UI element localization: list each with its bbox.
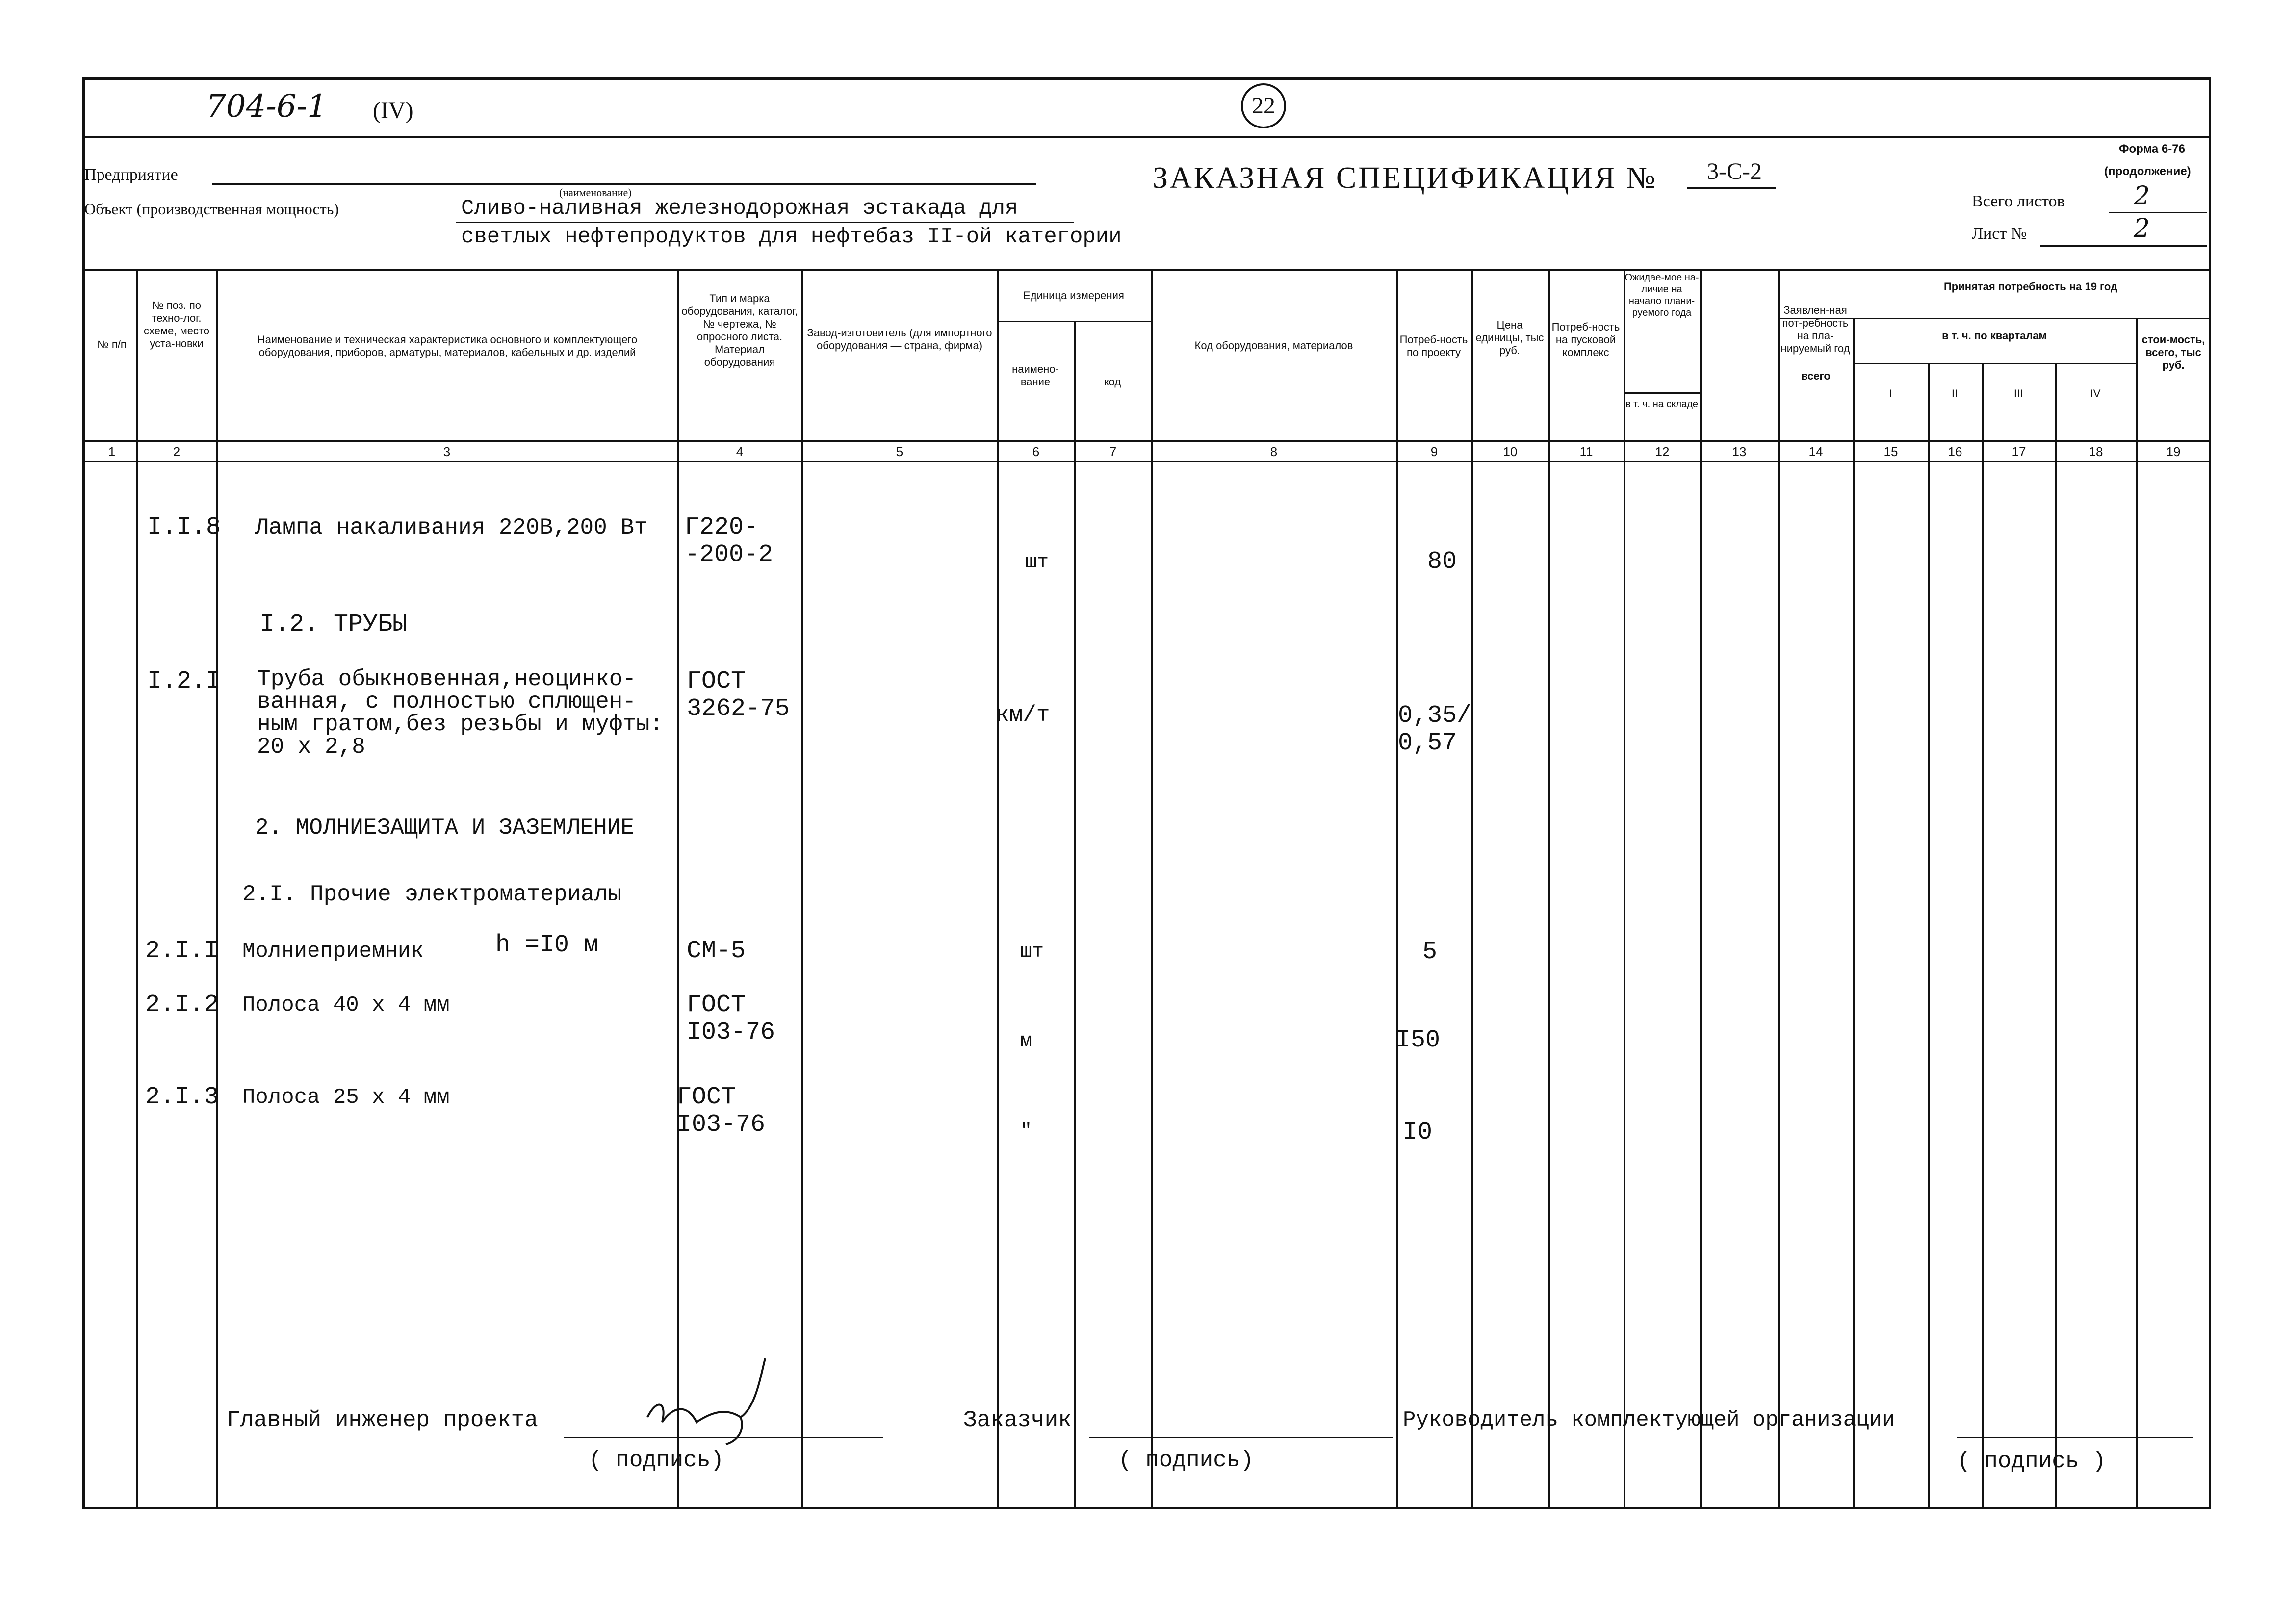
colnum-6: 6 <box>1032 444 1040 459</box>
chief-signature <box>638 1349 775 1447</box>
header-c5: Завод-изготовитель (для импортного оборудования — страна, фирма) <box>807 327 992 352</box>
row3-type: СМ-5 <box>687 937 746 965</box>
colnum-11: 11 <box>1579 444 1593 459</box>
colnum-13: 13 <box>1732 444 1747 459</box>
row2-qty: 0,35/ 0,57 <box>1398 702 1472 757</box>
header-c10: Цена единицы, тыс руб. <box>1475 319 1544 357</box>
header-c12: Ожидае-мое на-личие на начало плани-руемого года <box>1625 272 1699 318</box>
header-q1: I <box>1888 387 1892 400</box>
section-pipes: I.2. ТРУБЫ <box>260 611 408 638</box>
col-line-6 <box>1074 321 1076 1509</box>
col-line-16 <box>1982 363 1984 1509</box>
colnum-10: 10 <box>1503 444 1518 459</box>
header-c3: Наименование и техническая характеристика основного и комплектующего оборудования, приборов, арматуры, материалов, кабельных и др. изделий <box>257 333 638 358</box>
header-c1: № п/п <box>97 338 127 351</box>
section-lightning: 2. МОЛНИЕЗАЩИТА И ЗАЗЕМЛЕНИЕ <box>255 815 634 841</box>
row1-pos: I.I.8 <box>147 513 221 541</box>
document-title: ЗАКАЗНАЯ СПЕЦИФИКАЦИЯ № <box>1153 161 1657 195</box>
row3-pos: 2.I.I <box>145 937 219 965</box>
colnum-3: 3 <box>443 444 451 459</box>
spec-number-line <box>1687 187 1776 189</box>
colnum-2: 2 <box>173 444 181 459</box>
subsection-electro: 2.I. Прочие электроматериалы <box>242 882 621 907</box>
chief-engineer-label: Главный инженер проекта <box>227 1407 538 1433</box>
enterprise-label: Предприятие <box>84 166 178 184</box>
row1-unit: шт <box>1025 552 1049 574</box>
header-need-group: Принятая потребность на 19 год <box>1943 280 2118 293</box>
header-c19: стои-мость, всего, тыс руб. <box>2141 333 2205 371</box>
col-line-14 <box>1853 318 1855 1509</box>
object-label: Объект (производственная мощность) <box>84 200 339 218</box>
unit-group-line <box>997 321 1151 322</box>
colnum-18: 18 <box>2089 444 2103 459</box>
row4-qty: I50 <box>1396 1026 1441 1054</box>
header-bottom-line <box>82 440 2211 442</box>
row5-unit: " <box>1020 1121 1032 1143</box>
chief-sign-caption: ( подпись) <box>589 1448 724 1473</box>
header-q2: II <box>1951 387 1958 400</box>
customer-label: Заказчик <box>963 1407 1072 1433</box>
colnum-19: 19 <box>2166 444 2181 459</box>
row5-qty: I0 <box>1403 1119 1433 1147</box>
sheet-number: 2 <box>2134 214 2150 243</box>
row2-type: ГОСТ 3262-75 <box>687 667 790 723</box>
document-code: 704-6-1 <box>206 88 327 125</box>
row1-type: Г220- -200-2 <box>685 513 774 569</box>
header-divider <box>82 136 2211 138</box>
row3-name: Молниеприемник <box>242 939 424 964</box>
row3-qty: 5 <box>1422 938 1438 966</box>
colnum-12: 12 <box>1655 444 1670 459</box>
row4-unit: м <box>1020 1030 1032 1052</box>
header-c7: код <box>1104 376 1121 388</box>
header-c12b: в т. ч. на складе <box>1625 399 1699 409</box>
page-number: 22 <box>1241 83 1286 128</box>
spec-number: 3-С-2 <box>1707 158 1762 184</box>
volume-label: (IV) <box>373 98 413 124</box>
manager-sign-caption: ( подпись ) <box>1957 1449 2106 1474</box>
colnum-5: 5 <box>896 444 903 459</box>
header-c2: № поз. по техно-лог. схеме, место уста-новки <box>144 299 209 350</box>
row5-pos: 2.I.3 <box>145 1083 219 1111</box>
total-sheets-label: Всего листов <box>1972 192 2065 210</box>
object-underline <box>456 222 1074 223</box>
colnum-1: 1 <box>108 444 116 459</box>
sheet-label: Лист № <box>1972 225 2027 243</box>
colnum-8: 8 <box>1270 444 1278 459</box>
header-c4: Тип и марка оборудования, каталог, № чертежа, № опросного листа. Материал оборудования <box>681 292 798 368</box>
stock-line <box>1624 392 1700 394</box>
col-line-15 <box>1928 363 1930 1509</box>
manager-label: Руководитель комплектующей организации <box>1403 1408 1895 1432</box>
row1-name: Лампа накаливания 220В,200 Вт <box>255 515 648 540</box>
enterprise-line <box>212 183 1036 185</box>
row5-name: Полоса 25 х 4 мм <box>242 1085 450 1110</box>
header-q3: III <box>2013 387 2023 400</box>
total-sheets-line <box>2109 212 2207 213</box>
header-c9: Потреб-ность по проекту <box>1399 333 1468 358</box>
object-line2: светлых нефтепродуктов для нефтебаз II-ой категории <box>461 225 1122 249</box>
colnum-15: 15 <box>1883 444 1898 459</box>
row5-type: ГОСТ I03-76 <box>677 1083 766 1139</box>
object-line1: Сливо-наливная железнодорожная эстакада для <box>461 196 1018 221</box>
header-unit-group: Единица измерения <box>1023 289 1124 302</box>
row2-unit: км/т <box>996 702 1050 728</box>
colnum-7: 7 <box>1109 444 1117 459</box>
manager-signature-line <box>1957 1437 2193 1438</box>
customer-sign-caption: ( подпись) <box>1118 1448 1254 1473</box>
table-top-line <box>82 269 2211 271</box>
total-sheets: 2 <box>2134 181 2150 211</box>
row2-name: Труба обыкновенная,неоцинко- ванная, с полностью сплющен- ным гратом,без резьбы и муфты: 20 х 2,8 <box>257 666 664 760</box>
header-q4: IV <box>2090 387 2101 400</box>
row1-qty: 80 <box>1427 548 1457 576</box>
row3-h-label: h =I0 м <box>495 931 599 959</box>
row4-name: Полоса 40 х 4 мм <box>242 993 450 1018</box>
row2-pos: I.2.I <box>147 667 221 695</box>
header-c11: Потреб-ность на пусковой комплекс <box>1551 321 1620 358</box>
colnum-9: 9 <box>1430 444 1438 459</box>
row3-unit: шт <box>1020 941 1044 963</box>
row4-type: ГОСТ I03-76 <box>687 991 775 1046</box>
quarters-group-line <box>1853 363 2136 364</box>
name-caption: (наименование) <box>559 186 632 199</box>
customer-signature-line <box>1089 1437 1393 1438</box>
sheet-line <box>2040 245 2207 247</box>
colnum-4: 4 <box>736 444 744 459</box>
colnum-16: 16 <box>1948 444 1962 459</box>
header-c6: наимено-вание <box>1012 363 1059 388</box>
header-c8: Код оборудования, материалов <box>1194 339 1353 352</box>
col-line-18 <box>2136 318 2138 1509</box>
header-quarters-group: в т. ч. по кварталам <box>1942 330 2047 342</box>
colnum-bottom-line <box>82 461 2211 462</box>
row4-pos: 2.I.2 <box>145 991 219 1019</box>
header-c14: всего <box>1801 370 1831 382</box>
form-label: Форма 6-76 <box>2119 142 2185 155</box>
colnum-14: 14 <box>1808 444 1823 459</box>
continuation-label: (продолжение) <box>2104 165 2191 178</box>
colnum-17: 17 <box>2012 444 2026 459</box>
header-c13: Заявлен-ная пот-ребность на пла-нируемый год <box>1780 304 1850 355</box>
col-line-17 <box>2055 363 2057 1509</box>
